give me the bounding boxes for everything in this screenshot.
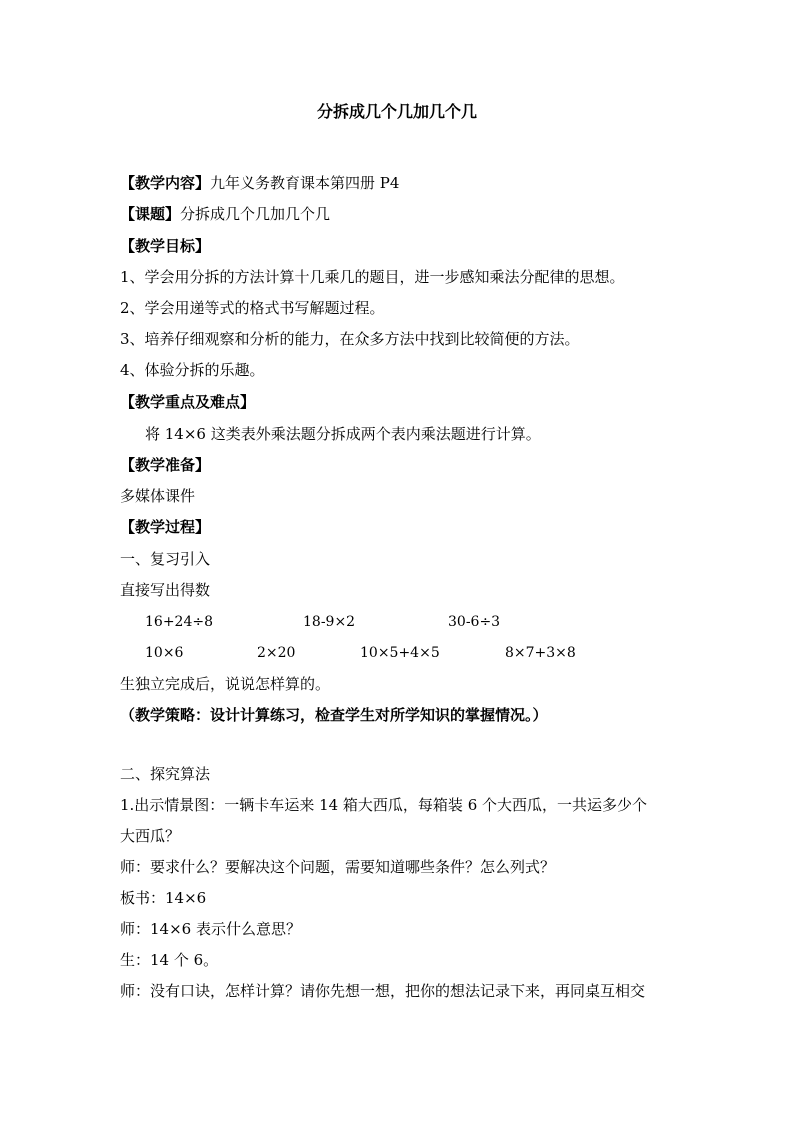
keypoints-heading: 【教学重点及难点】 xyxy=(120,393,256,411)
preparation-text: 多媒体课件 xyxy=(120,487,196,505)
section-2-heading: 二、探究算法 xyxy=(120,765,211,783)
goals-heading: 【教学目标】 xyxy=(120,237,211,255)
content-line xyxy=(120,173,399,193)
content-text: 九年义务教育课本第四册 P4 xyxy=(210,174,400,192)
preparation-heading: 【教学准备】 xyxy=(120,456,211,474)
goal-item-1: 1、学会用分拆的方法计算十几乘几的题目，进一步感知乘法分配律的思想。 xyxy=(120,268,625,286)
topic-text: 分拆成几个几加几个几 xyxy=(180,205,331,223)
goal-item-3: 3、培养仔细观察和分析的能力，在众多方法中找到比较简便的方法。 xyxy=(120,330,580,348)
step-1-text: 1.出示情景图：一辆卡车运来 14 箱大西瓜，每箱装 6 个大西瓜，一共运多少个 xyxy=(120,796,648,814)
content-label: 【教学内容】 xyxy=(120,174,211,192)
document-title: 分拆成几个几加几个几 xyxy=(316,102,477,121)
keypoints-text: 将 14×6 这类表外乘法题分拆成两个表内乘法题进行计算。 xyxy=(145,425,541,443)
expression: 16+24÷8 xyxy=(145,614,213,630)
instruction-text: 直接写出得数 xyxy=(120,581,211,599)
step-1-text-continued: 大西瓜？ xyxy=(120,827,181,845)
topic-line xyxy=(120,204,330,224)
expression: 18-9×2 xyxy=(303,614,356,630)
goal-item-2: 2、学会用递等式的格式书写解题过程。 xyxy=(120,299,385,317)
strategy-note: （教学策略：设计计算练习，检查学生对所学知识的掌握情况。） xyxy=(120,706,548,724)
goal-item-4: 4、体验分拆的乐趣。 xyxy=(120,361,265,379)
teacher-question-2: 师：14×6 表示什么意思？ xyxy=(120,920,301,938)
expression: 10×5+4×5 xyxy=(360,645,440,661)
expression: 8×7+3×8 xyxy=(505,645,576,661)
section-1-heading: 一、复习引入 xyxy=(120,550,211,568)
expression: 2×20 xyxy=(257,645,296,661)
topic-label: 【课题】 xyxy=(120,205,181,223)
expression: 10×6 xyxy=(145,645,184,661)
student-answer-1: 生：14 个 6。 xyxy=(120,951,219,969)
expression: 30-6÷3 xyxy=(448,614,501,630)
teacher-question-1: 师：要求什么？要解决这个问题，需要知道哪些条件？怎么列式？ xyxy=(120,858,556,876)
process-heading: 【教学过程】 xyxy=(120,518,211,536)
after-text: 生独立完成后，说说怎样算的。 xyxy=(120,675,331,693)
board-writing: 板书：14×6 xyxy=(120,889,207,907)
teacher-question-3: 师：没有口诀，怎样计算？请你先想一想，把你的想法记录下来，再同桌互相交 xyxy=(120,982,646,1000)
